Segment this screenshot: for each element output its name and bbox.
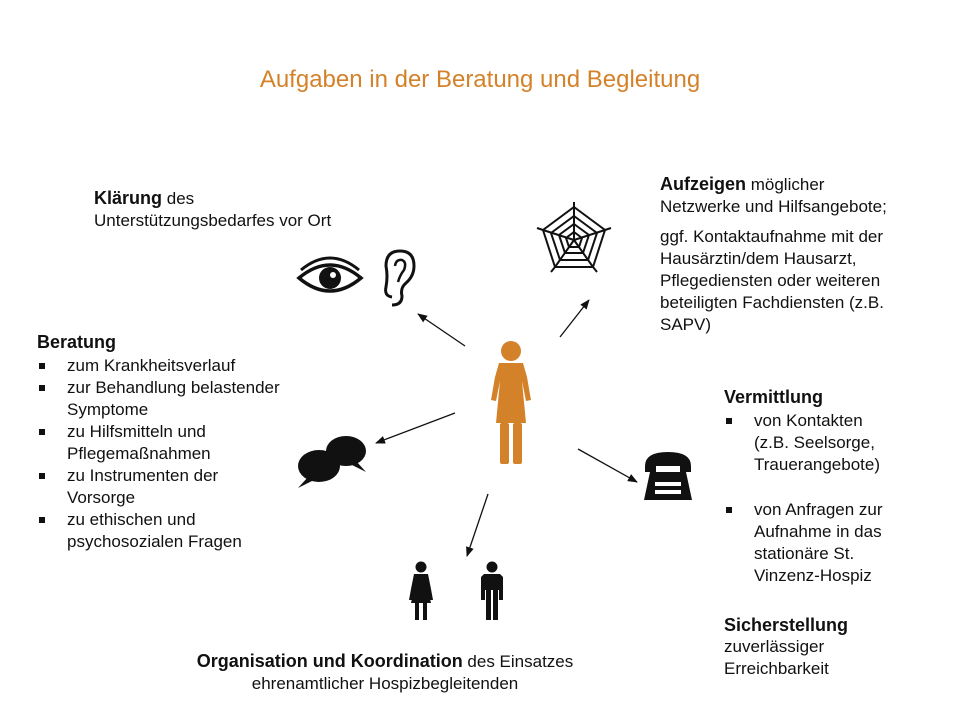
aufzeigen-rest: möglicher — [746, 175, 825, 194]
sicherstellung-line: zuverlässiger — [724, 637, 825, 656]
organisation-line2: ehrenamtlicher Hospizbegleitenden — [251, 674, 519, 693]
klaerung-rest: des — [162, 189, 195, 208]
list-item-text: zu Instrumenten der — [67, 466, 219, 485]
list-item-text: (z.B. Seelsorge, — [754, 433, 875, 452]
slide-title: Aufgaben in der Beratung und Begleitung — [259, 66, 701, 93]
eye-icon — [299, 258, 361, 291]
aufzeigen-para-line: Hausärztin/dem Hausarzt, — [660, 249, 857, 268]
aufzeigen-strong: Aufzeigen — [660, 174, 747, 194]
beratung-heading: Beratung — [37, 332, 117, 352]
sicherstellung-line: Erreichbarkeit — [724, 659, 829, 678]
vermittlung-heading: Vermittlung — [724, 387, 824, 407]
arrow-to-organisation — [467, 494, 488, 556]
arrow-to-vermittlung — [578, 449, 637, 482]
list-item-text: Pflegemaßnahmen — [67, 444, 211, 463]
man-small-icon — [481, 562, 503, 621]
list-item-text: zu ethischen und — [67, 510, 196, 529]
aufzeigen-para-line: ggf. Kontaktaufnahme mit der — [660, 227, 884, 246]
arrow-to-beratung — [376, 413, 455, 443]
list-item-text: zur Behandlung belastender — [67, 378, 280, 397]
list-item-text: zu Hilfsmitteln und — [67, 422, 206, 441]
list-item-text: Trauerangebote) — [754, 455, 881, 474]
klaerung-strong: Klärung — [94, 188, 163, 208]
organisation-strong: Organisation und Koordination — [196, 651, 463, 671]
list-item-text: zum Krankheitsverlauf — [67, 356, 236, 375]
klaerung-line2: Unterstützungsbedarfes vor Ort — [94, 211, 332, 230]
list-item-text: Symptome — [67, 400, 149, 419]
list-item-text: von Anfragen zur — [754, 500, 883, 519]
arrow-to-aufzeigen — [560, 300, 589, 337]
aufzeigen-line2: Netzwerke und Hilfsangebote; — [660, 197, 887, 216]
spider-web-icon — [537, 202, 611, 272]
aufzeigen-para-line: beteiligten Fachdiensten (z.B. — [660, 293, 884, 312]
ear-icon — [386, 251, 414, 305]
list-item-text: Vinzenz-Hospiz — [754, 566, 872, 585]
aufzeigen-para-line: Pflegediensten oder weiteren — [660, 271, 881, 290]
list-item-text: Vorsorge — [67, 488, 136, 507]
list-item-text: von Kontakten — [754, 411, 863, 430]
list-item-text: Aufnahme in das — [754, 522, 882, 541]
list-item-text: stationäre St. — [754, 544, 855, 563]
aufzeigen-para-line: SAPV) — [660, 315, 712, 334]
arrow-to-klaerung — [418, 314, 465, 346]
list-item-text: psychosozialen Fragen — [67, 532, 242, 551]
organisation-rest: des Einsatzes — [462, 652, 574, 671]
speech-bubbles-icon — [298, 436, 366, 488]
woman-small-icon — [409, 562, 433, 621]
telephone-icon — [644, 452, 692, 500]
woman-icon — [491, 341, 531, 464]
sicherstellung-heading: Sicherstellung — [724, 615, 849, 635]
